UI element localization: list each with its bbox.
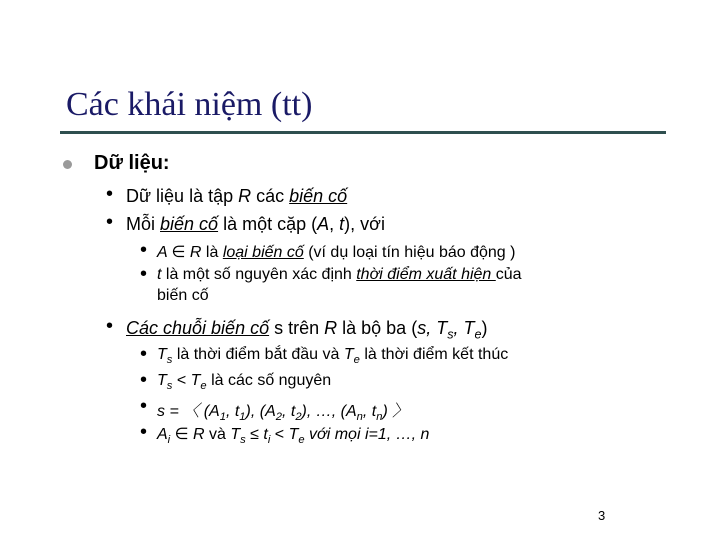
bullet-event-pair: Mỗi biến cố là một cặp (A, t), với [126,214,385,234]
bullet-dot-icon [63,160,72,169]
bullet-dot-icon: • [106,315,114,337]
bullet-event-time: t là một số nguyên xác định thời điểm xuất hiện của [157,266,522,283]
bullet-membership: $A_i$ ∈ R và $T_s \le t_i < T_e$ với mọi i=1, …, n [157,426,430,447]
heading-data: Dữ liệu: [94,152,170,174]
bullet-event-type: A ∈ R là loại biến cố (ví dụ loại tín hiệu báo động ) [157,244,516,261]
bullet-dot-icon: • [140,343,148,365]
bullet-dot-icon: • [140,395,148,417]
bullet-data-set: Dữ liệu là tập R các biến cố [126,186,348,206]
bullet-dot-icon: • [140,421,148,443]
bullet-dot-icon: • [140,369,148,391]
bullet-dot-icon: • [140,239,148,261]
bullet-dot-icon: • [106,211,114,233]
bullet-sequence-def: s = 〈 ($A_1$, $t_1$), ($A_2$, $t_2$), …, ($A_n$, $t_n$) 〉 [157,403,409,424]
bullet-dot-icon: • [106,183,114,205]
bullet-event-sequence: Các chuỗi biến cố s trên R là bộ ba (s, $T_s$, $T_e$) [126,318,488,342]
bullet-start-end: $T_s$ là thời điểm bắt đầu và $T_e$ là thời điểm kết thúc [157,346,509,367]
bullet-event-time-cont: biến cố [157,287,209,304]
page-number: 3 [598,508,606,523]
bullet-integers: $T_s < T_e$ là các số nguyên [157,372,332,393]
slide-title: Các khái niệm (tt) [66,86,313,123]
bullet-dot-icon: • [140,263,148,285]
title-divider [60,131,666,134]
